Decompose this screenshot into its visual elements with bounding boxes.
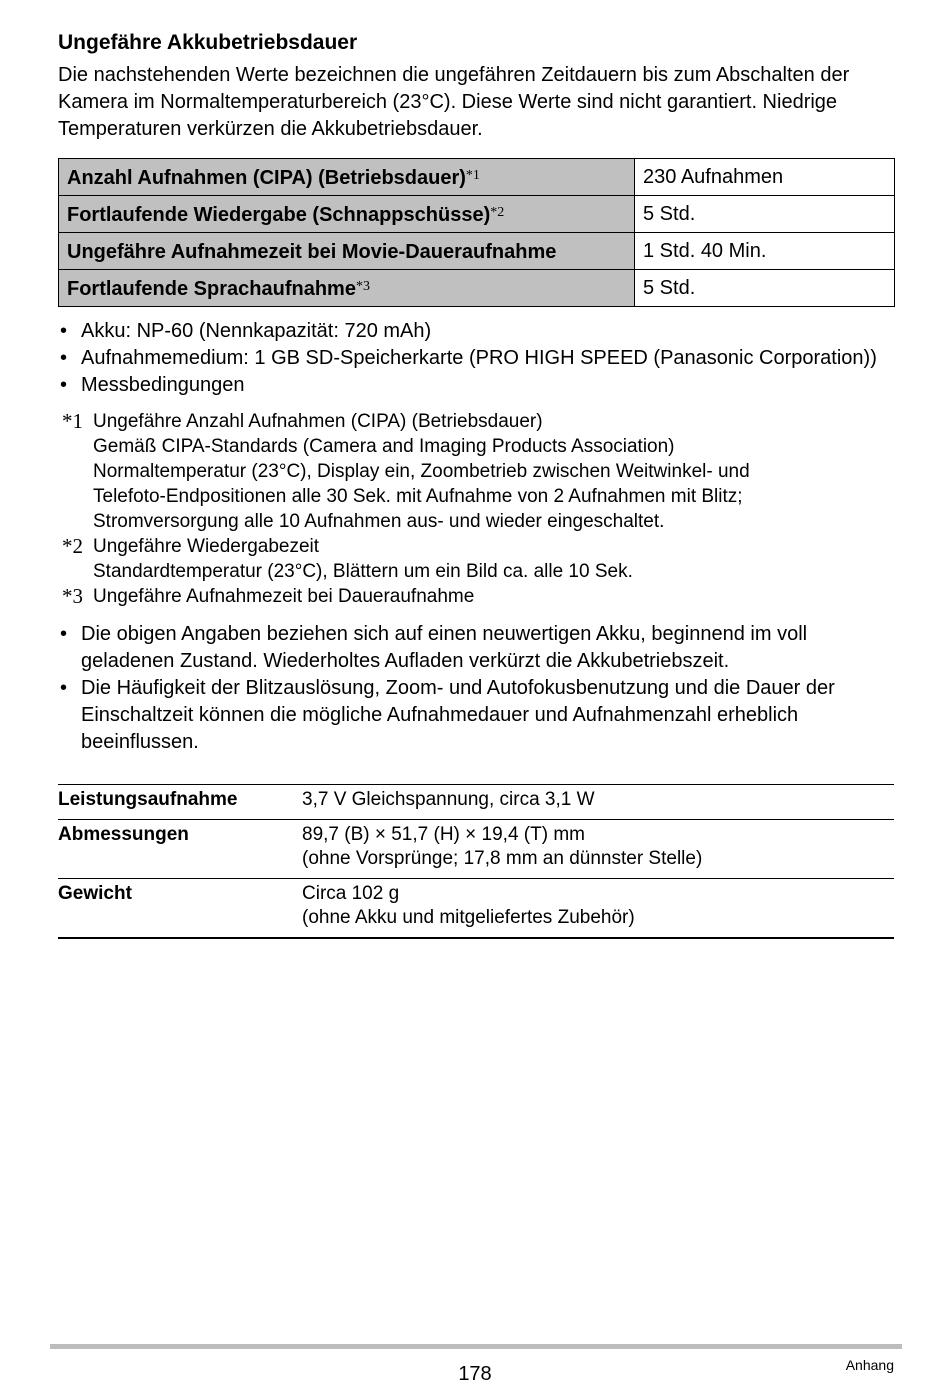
table-row-value: 230 Aufnahmen	[635, 159, 895, 196]
battery-life-table	[58, 158, 895, 307]
list-item: • Messbedingungen	[58, 372, 894, 399]
footer-divider	[50, 1344, 902, 1349]
list-item: • Akku: NP-60 (Nennkapazität: 720 mAh)	[58, 318, 894, 345]
table-row	[58, 820, 894, 879]
spec-value: 89,7 (B) × 51,7 (H) × 19,4 (T) mm (ohne Vorsprünge; 17,8 mm an dünnster Stelle)	[302, 820, 894, 879]
list-item: • Die Häufigkeit der Blitzauslösung, Zoom- und Autofokusbenutzung und die Dauer der Einschaltzeit können die mögliche Aufnahmedauer und Aufnahmenzahl erheblich beeinflussen.	[60, 677, 835, 753]
spec-key: Gewicht	[58, 879, 302, 939]
list-item: • Die obigen Angaben beziehen sich auf einen neuwertigen Akku, beginnend im voll geladenen Zustand. Wiederholtes Aufladen verkürzt die Akkubetriebszeit.	[60, 623, 808, 672]
bullet-icon: •	[60, 623, 68, 645]
footnotes	[58, 409, 894, 609]
remarks-list	[58, 621, 894, 756]
bullet-icon: •	[60, 374, 68, 396]
table-row	[59, 270, 895, 307]
table-row-label: Ungefähre Aufnahmezeit bei Movie-Daueraufnahme	[59, 233, 635, 270]
spec-key: Abmessungen	[58, 820, 302, 879]
spec-value: Circa 102 g (ohne Akku und mitgeliefertes Zubehör)	[302, 879, 894, 939]
footnote-ref: *1	[465, 168, 480, 183]
section-title: Ungefähre Akkubetriebsdauer	[58, 31, 358, 54]
table-row-label: Fortlaufende Wiedergabe (Schnappschüsse)$^{*2}$	[59, 196, 635, 233]
footnote: *1 Ungefähre Anzahl Aufnahmen (CIPA) (Betriebsdauer) Gemäß CIPA-Standards (Camera and Imaging Products Association) Normaltemperatur (23°C), Display ein, Zoombetrieb zwischen Weitwinkel- und Telefoto-Endpositionen alle 30 Sek. mit Aufnahme von 2 Aufnahmen mit Blitz; Stromversorgung alle 10 Aufnahmen aus- und wieder eingeschaltet.	[62, 409, 750, 532]
intro-paragraph: Die nachstehenden Werte bezeichnen die ungefähren Zeitdauern bis zum Abschalten der Kamera im Normaltemperaturbereich (23°C). Diese Werte sind nicht garantiert. Niedrige Temperaturen verkürzen die Akkubetriebsdauer.	[58, 64, 850, 140]
footnote: *2 Ungefähre Wiedergabezeit Standardtemperatur (23°C), Blättern um ein Bild ca. alle 10 Sek.	[62, 534, 633, 582]
table-row	[59, 233, 895, 270]
section-label: Anhang	[845, 1357, 894, 1373]
list-item: • Aufnahmemedium: 1 GB SD-Speicherkarte (PRO HIGH SPEED (Panasonic Corporation))	[58, 345, 894, 372]
bullet-icon: •	[60, 677, 68, 699]
conditions-list	[58, 318, 894, 399]
table-row	[59, 159, 895, 196]
table-row	[58, 879, 894, 939]
bullet-icon: •	[60, 347, 68, 369]
footnote: *3 Ungefähre Aufnahmezeit bei Daueraufnahme	[62, 584, 475, 608]
footnote-ref: *2	[490, 205, 505, 220]
table-row	[58, 785, 894, 820]
footnote-mark: *2	[62, 534, 83, 558]
table-row-value: 5 Std.	[635, 196, 895, 233]
table-row-label: Anzahl Aufnahmen (CIPA) (Betriebsdauer)$^{*1}$	[59, 159, 635, 196]
specifications-table	[58, 784, 894, 939]
table-row-value: 1 Std. 40 Min.	[635, 233, 895, 270]
page-number: 178	[458, 1363, 492, 1385]
spec-key: Leistungsaufnahme	[58, 785, 302, 820]
footnote-mark: *3	[62, 584, 83, 608]
bullet-icon: •	[60, 320, 68, 342]
footnote-ref: *3	[355, 279, 370, 294]
document-page	[58, 30, 894, 939]
table-row-value: 5 Std.	[635, 270, 895, 307]
table-row-label: Fortlaufende Sprachaufnahme$^{*3}$	[59, 270, 635, 307]
table-row	[59, 196, 895, 233]
footnote-mark: *1	[62, 409, 83, 433]
spec-value: 3,7 V Gleichspannung, circa 3,1 W	[302, 785, 894, 820]
